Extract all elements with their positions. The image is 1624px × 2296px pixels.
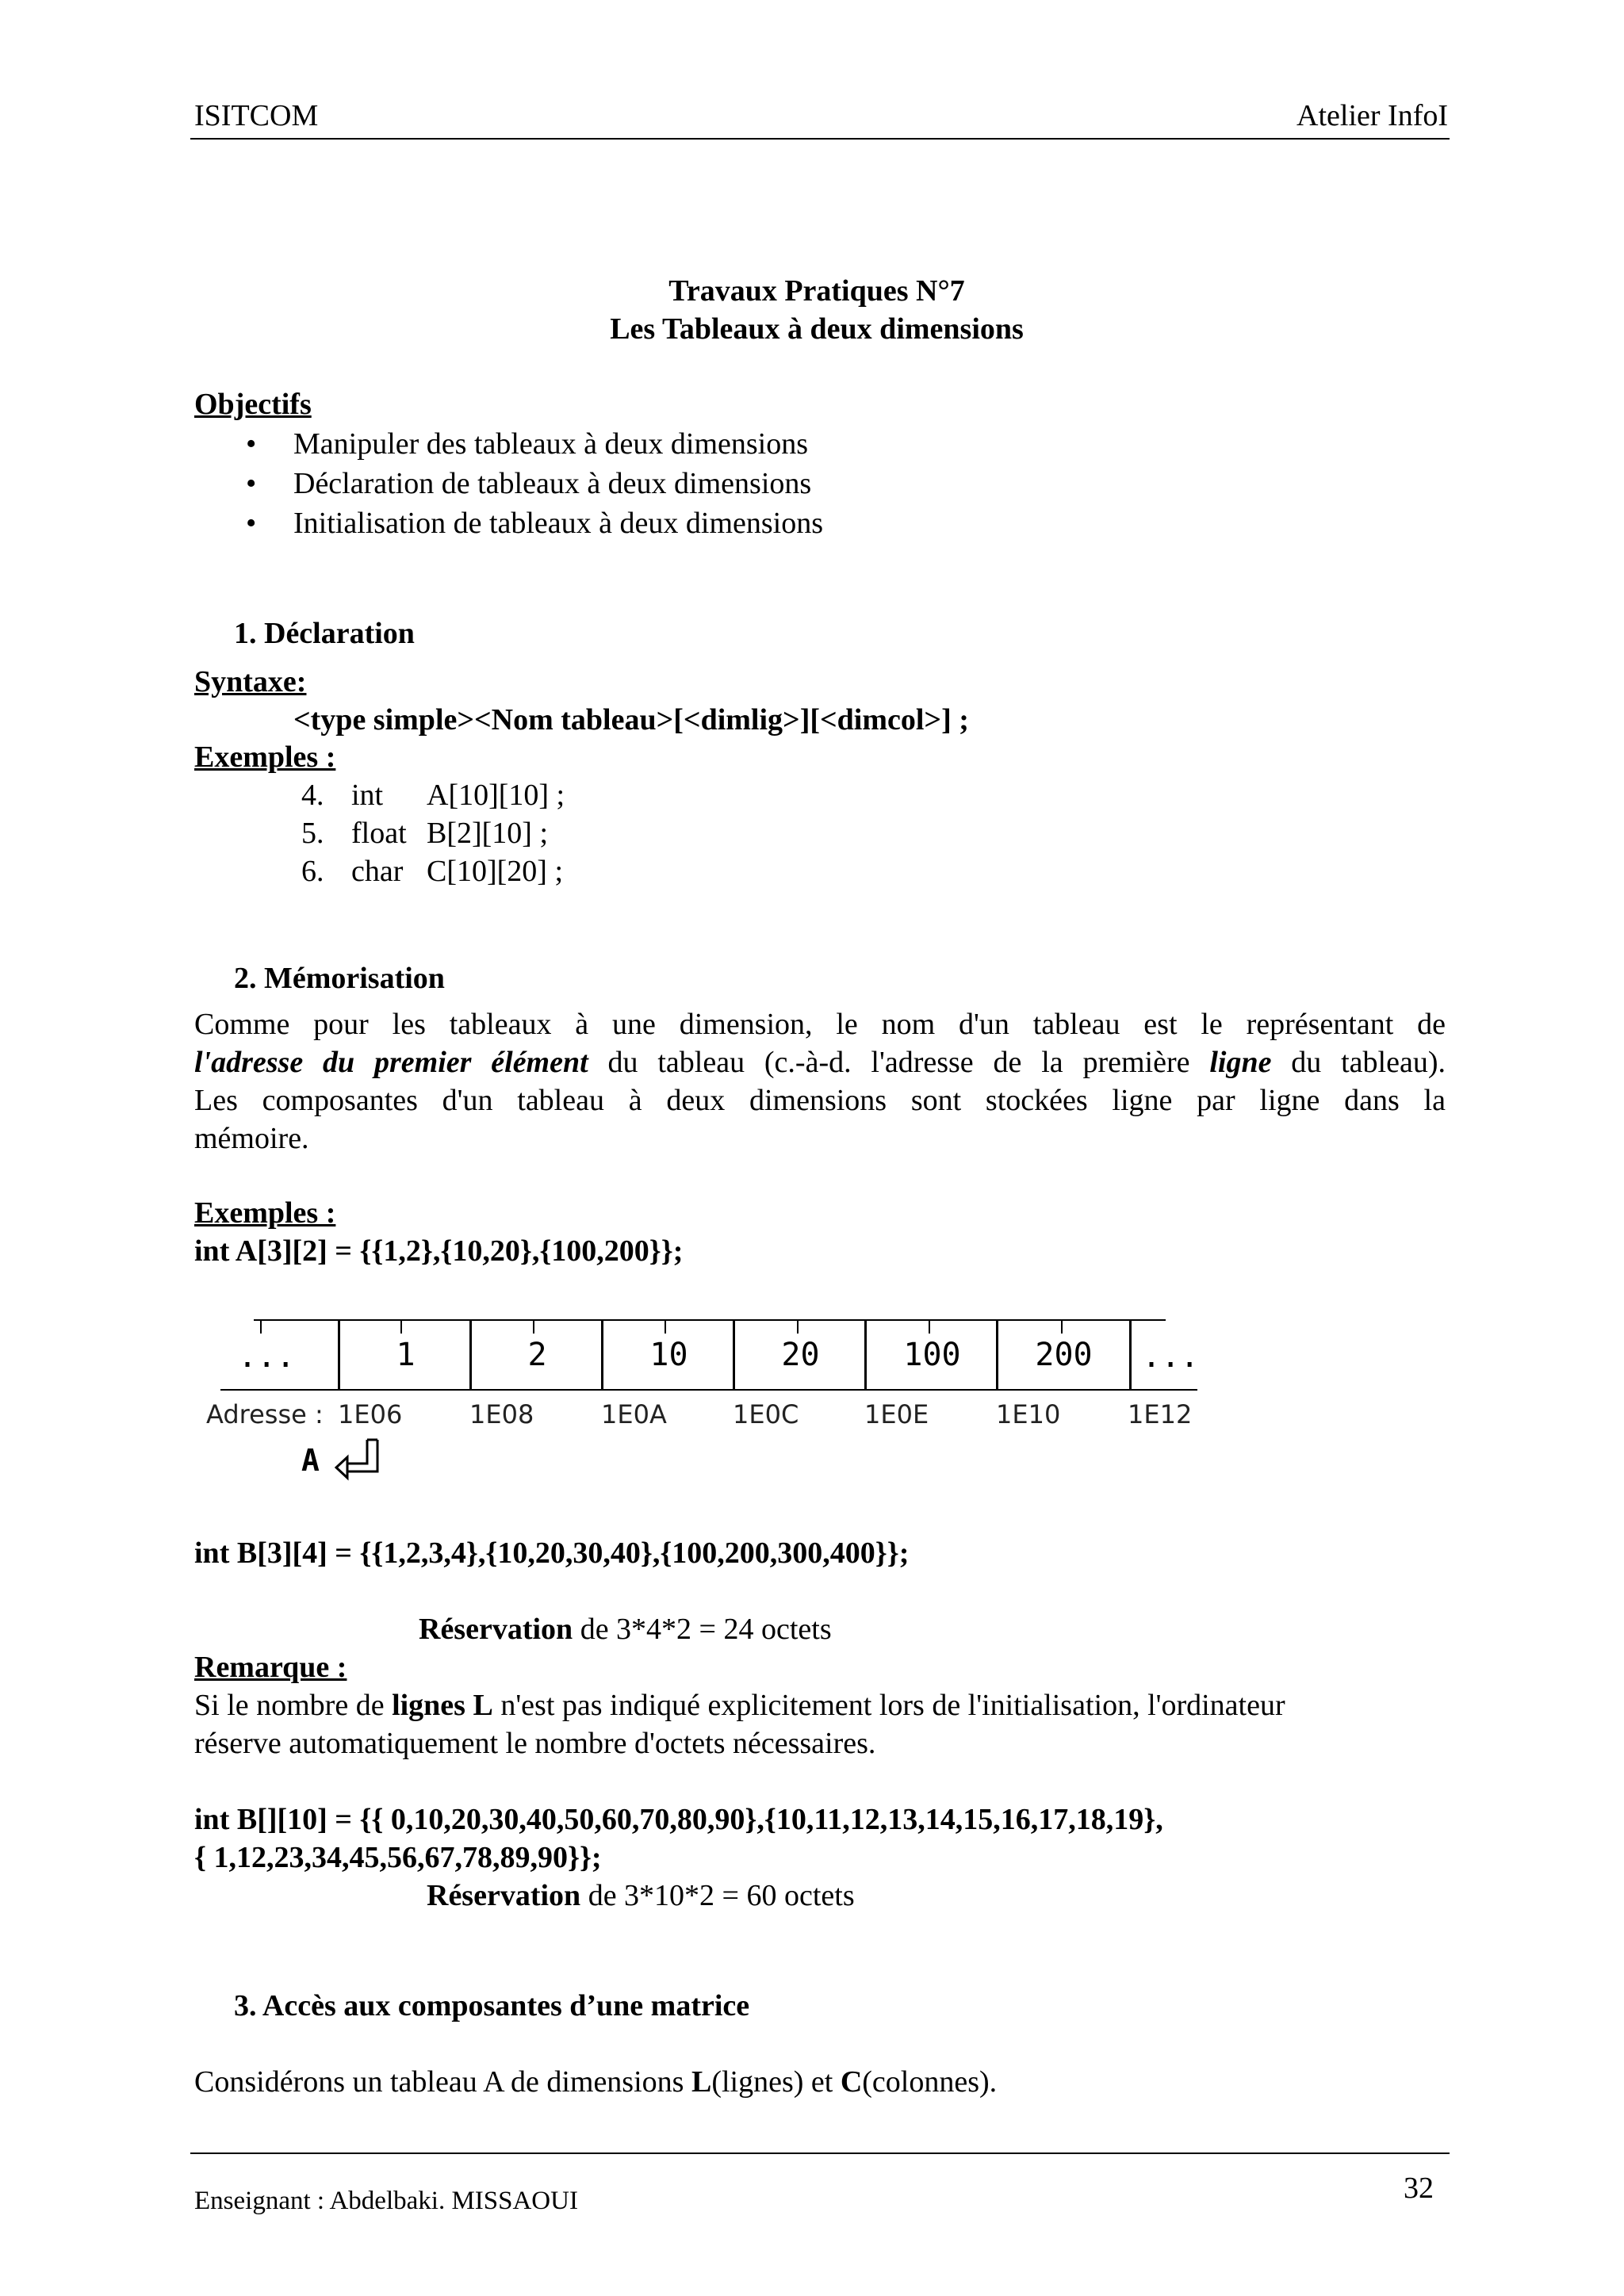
memory-tick: [260, 1319, 262, 1334]
memory-ellipsis-left: ...: [238, 1338, 296, 1375]
memorisation-para-line3: Les composantes d'un tableau à deux dimensions sont stockées ligne par ligne dans la: [194, 1084, 1446, 1117]
objectif-item: • Manipuler des tableaux à deux dimensions: [246, 427, 809, 461]
example-type: int: [351, 779, 384, 812]
example-decl: B[2][10] ;: [427, 817, 549, 850]
example-decl: A[10][10] ;: [427, 779, 565, 812]
example-c-line1: int B[][10] = {{ 0,10,20,30,40,50,60,70,80,90},{10,11,12,13,14,15,16,17,18,19},: [194, 1803, 1163, 1836]
memory-cell: 1: [338, 1321, 471, 1389]
memorisation-para-line1: Comme pour les tableaux à une dimension, le nom d'un tableau est le représentant de: [194, 1008, 1446, 1041]
example-num: 5.: [301, 817, 324, 850]
memory-pointer-label: A: [301, 1443, 320, 1478]
remark-label: Remarque :: [194, 1651, 347, 1684]
reservation-b: Réservation de 3*4*2 = 24 octets: [419, 1613, 832, 1646]
examples-label: Exemples :: [194, 740, 336, 774]
memorisation-para-line2: l'adresse du premier élément du tableau (c.-à-d. l'adresse de la première ligne du tableau).: [194, 1046, 1446, 1079]
reservation-c: Réservation de 3*10*2 = 60 octets: [427, 1879, 855, 1912]
footer-author: Enseignant : Abdelbaki. MISSAOUI: [194, 2187, 578, 2215]
memory-diagram: [206, 1310, 1213, 1492]
memory-address: 1E06: [338, 1399, 403, 1429]
memory-address: 1E08: [469, 1399, 534, 1429]
page-number: 32: [1404, 2172, 1434, 2205]
memory-cell: 100: [864, 1321, 998, 1389]
title-line2: Les Tableaux à deux dimensions: [610, 312, 1024, 346]
memory-address: 1E0C: [733, 1399, 799, 1429]
section3-heading: 3. Accès aux composantes d’une matrice: [234, 1989, 750, 2022]
section3-text: Considérons un tableau A de dimensions L(lignes) et C(colonnes).: [194, 2065, 998, 2099]
memory-cell: 10: [601, 1321, 734, 1389]
memory-address: 1E0E: [864, 1399, 929, 1429]
syntax-text: <type simple><Nom tableau>[<dimlig>][<dimcol>] ;: [293, 703, 969, 737]
header-left: ISITCOM: [194, 99, 319, 132]
title-line1: Travaux Pratiques N°7: [668, 274, 965, 308]
memory-cell: 2: [469, 1321, 603, 1389]
header-right: Atelier InfoI: [1297, 99, 1448, 132]
example-type: float: [351, 817, 407, 850]
memory-bottom-line: [220, 1389, 1197, 1391]
objectifs-heading: Objectifs: [194, 388, 312, 421]
memory-address: 1E10: [996, 1399, 1061, 1429]
section1-heading: 1. Déclaration: [234, 617, 415, 650]
section2-heading: 2. Mémorisation: [234, 962, 445, 995]
remark-line1: Si le nombre de lignes L n'est pas indiqué explicitement lors de l'initialisation, l'ordinateur: [194, 1689, 1285, 1722]
example-b-code: int B[3][4] = {{1,2,3,4},{10,20,30,40},{100,200,300,400}};: [194, 1536, 910, 1570]
footer-rule: [190, 2152, 1450, 2154]
example-num: 6.: [301, 855, 324, 888]
memory-address: 1E12: [1128, 1399, 1193, 1429]
example-a-code: int A[3][2] = {{1,2},{10,20},{100,200}};: [194, 1234, 684, 1268]
syntax-label: Syntaxe:: [194, 665, 307, 698]
example-type: char: [351, 855, 404, 888]
memory-cell: 20: [733, 1321, 866, 1389]
pointer-arrow-icon: [331, 1437, 387, 1484]
examples2-label: Exemples :: [194, 1196, 336, 1230]
example-decl: C[10][20] ;: [427, 855, 564, 888]
memorisation-para-line4: mémoire.: [194, 1122, 309, 1155]
header-rule: [190, 138, 1450, 140]
objectif-item: • Déclaration de tableaux à deux dimensions: [246, 467, 812, 500]
objectif-item: • Initialisation de tableaux à deux dimensions: [246, 507, 824, 540]
remark-line2: réserve automatiquement le nombre d'octets nécessaires.: [194, 1727, 876, 1760]
example-c-line2: { 1,12,23,34,45,56,67,78,89,90}};: [194, 1841, 602, 1874]
memory-address: 1E0A: [601, 1399, 667, 1429]
memory-ellipsis-right: ...: [1142, 1338, 1200, 1375]
memory-address-label: Adresse :: [206, 1399, 324, 1429]
example-num: 4.: [301, 779, 324, 812]
memory-cell: 200: [996, 1321, 1132, 1389]
